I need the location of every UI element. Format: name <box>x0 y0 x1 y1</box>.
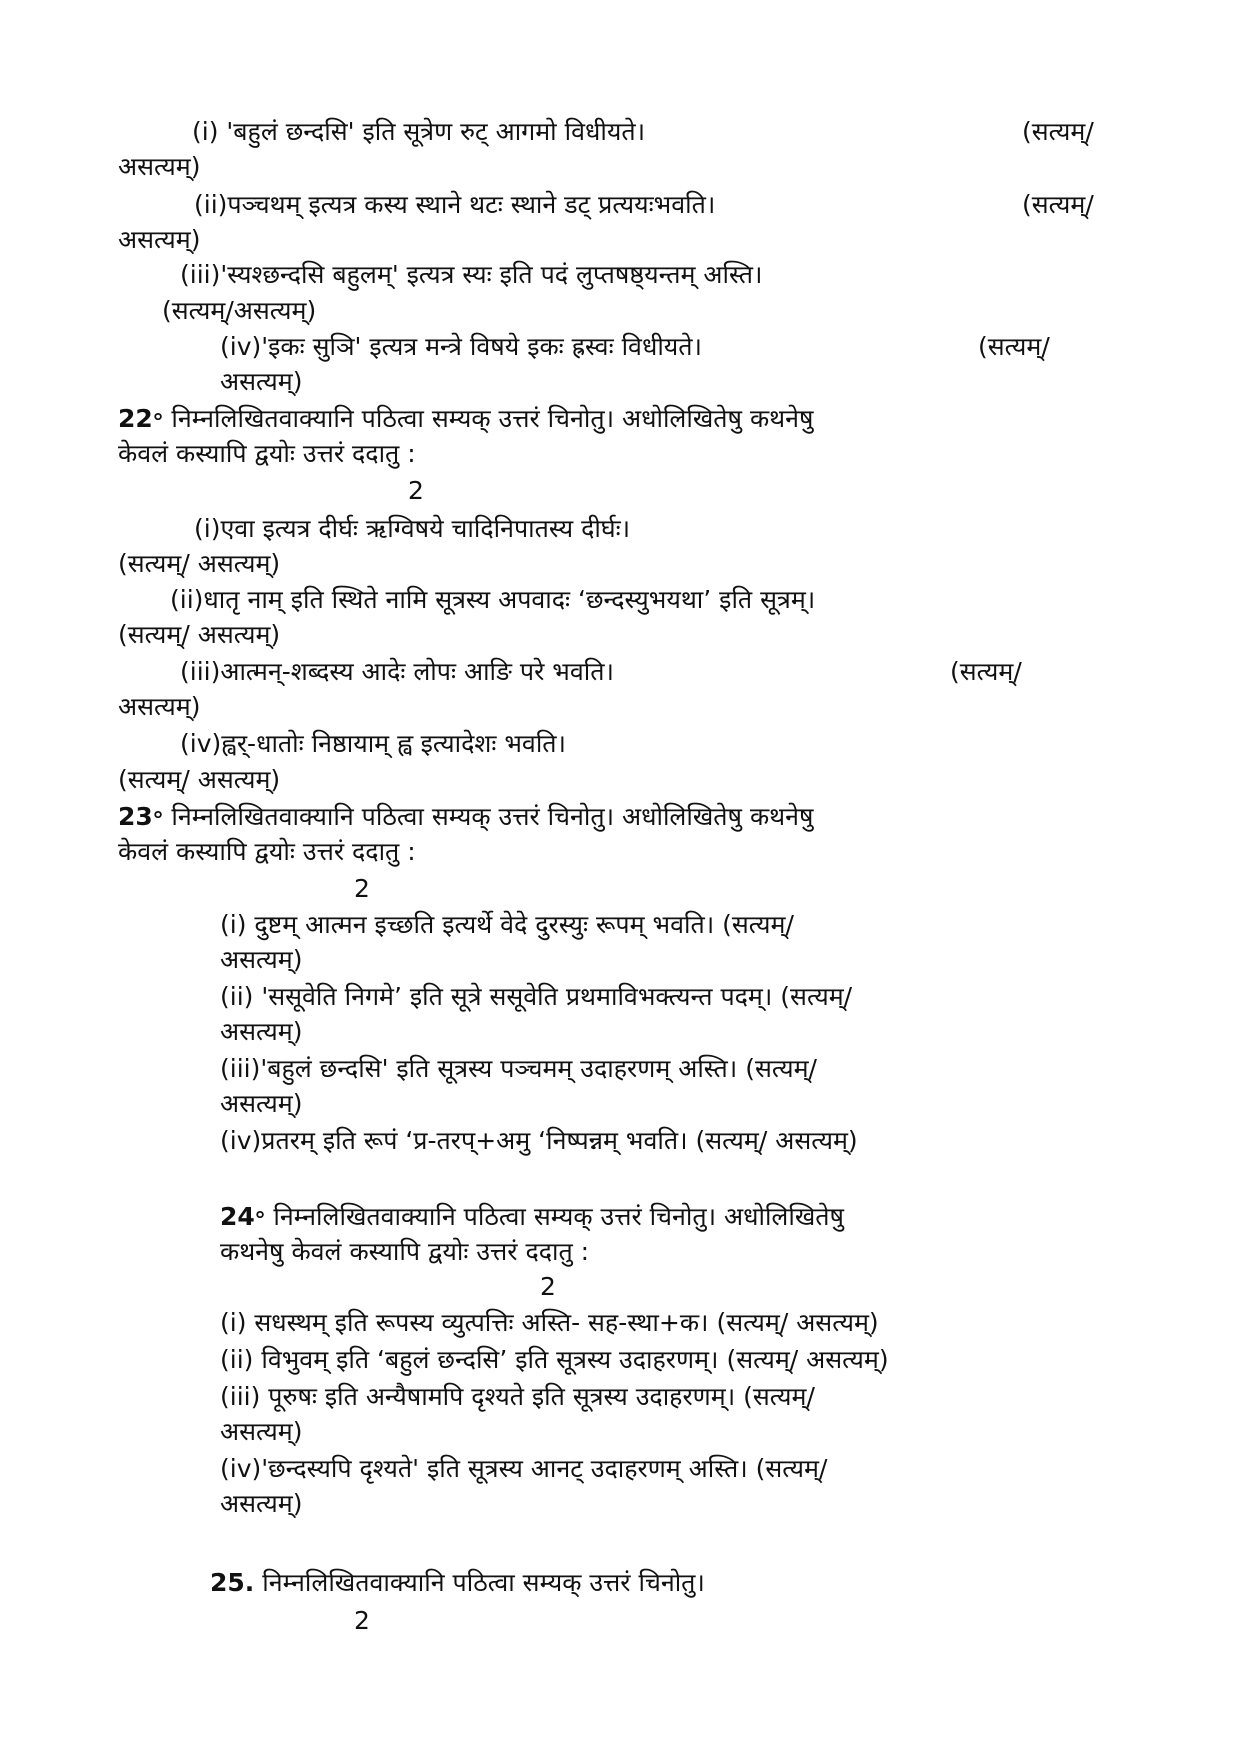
q21-ii-text: (ii)पञ्चथम् इत्यत्र कस्य स्थाने थटः स्थाने डट् प्रत्ययःभवति। <box>194 190 716 219</box>
q24-number: 24 <box>220 1202 255 1231</box>
q23-iii-option: असत्यम्) <box>220 1089 303 1118</box>
q22-ii-option: (सत्यम्/ असत्यम्) <box>118 620 281 649</box>
q21-ii-option-a: (सत्यम्/ <box>1022 190 1094 219</box>
q24-instruction-line2: कथनेषु केवलं कस्यापि द्वयोः उत्तरं ददातु : <box>220 1237 590 1266</box>
q23-i-option: असत्यम्) <box>220 945 303 974</box>
q24-heading <box>220 1200 844 1234</box>
q22-heading <box>118 402 813 436</box>
q24-i-text: (i) सधस्थम् इति रूपस्य व्युत्पत्तिः अस्ति- सह-स्था+क। (सत्यम्/ असत्यम्) <box>220 1308 879 1337</box>
q22-instruction-line2: केवलं कस्यापि द्वयोः उत्तरं ददातु : <box>118 439 416 468</box>
q25-marks: 2 <box>354 1606 370 1635</box>
q24-iv-text: (iv)'छन्दस्यपि दृश्यते' इति सूत्रस्य आनट् उदाहरणम् अस्ति। (सत्यम्/ <box>220 1454 828 1483</box>
q24-ii-text: (ii) विभुवम् इति ‘बहुलं छन्दसि’ इति सूत्रस्य उदाहरणम्। (सत्यम्/ असत्यम्) <box>220 1345 889 1374</box>
q21-i-option-a: (सत्यम्/ <box>1022 117 1094 146</box>
q24-iii-text: (iii) पूरुषः इति अन्यैषामपि दृश्यते इति सूत्रस्य उदाहरणम्। (सत्यम्/ <box>220 1382 815 1411</box>
q21-iii-option: (सत्यम्/असत्यम्) <box>162 296 317 325</box>
q22-i-option: (सत्यम्/ असत्यम्) <box>118 549 281 578</box>
q24-iii-option: असत्यम्) <box>220 1417 303 1446</box>
q22-marks: 2 <box>408 476 424 505</box>
q22-i-text: (i)एवा इत्यत्र दीर्घः ऋग्विषये चादिनिपातस्य दीर्घः। <box>194 514 631 543</box>
q23-number: 23 <box>118 802 153 831</box>
q25-instruction: निम्नलिखितवाक्यानि पठित्वा सम्यक् उत्तरं चिनोतु। <box>254 1568 705 1597</box>
q22-iii-option-b: असत्यम्) <box>118 692 201 721</box>
q21-ii-option-b: असत्यम्) <box>118 225 201 254</box>
q23-ii-option: असत्यम्) <box>220 1017 303 1046</box>
q23-i-text: (i) दुष्टम् आत्मन इच्छति इत्यर्थे वेदे दुरस्युः रूपम् भवति। (सत्यम्/ <box>220 910 794 939</box>
q21-i-text: (i) 'बहुलं छन्दसि' इति सूत्रेण रुट् आगमो विधीयते। <box>192 117 646 146</box>
q23-instruction-line2: केवलं कस्यापि द्वयोः उत्तरं ददातु : <box>118 837 416 866</box>
q22-iv-option: (सत्यम्/ असत्यम्) <box>118 765 281 794</box>
q21-iv-option-b: असत्यम्) <box>220 367 303 396</box>
q22-separator: ॰ <box>152 404 164 433</box>
q25-number: 25. <box>210 1568 255 1597</box>
q22-number: 22 <box>118 404 153 433</box>
q24-instruction: निम्नलिखितवाक्यानि पठित्वा सम्यक् उत्तरं चिनोतु। अधोलिखितेषु <box>265 1202 845 1231</box>
q23-instruction: निम्नलिखितवाक्यानि पठित्वा सम्यक् उत्तरं चिनोतु। अधोलिखितेषु कथनेषु <box>163 802 814 831</box>
q24-marks: 2 <box>540 1272 556 1301</box>
q22-iii-option-a: (सत्यम्/ <box>950 657 1022 686</box>
q21-iv-text: (iv)'इकः सुञि' इत्यत्र मन्त्रे विषये इकः ह्रस्वः विधीयते। <box>220 332 703 361</box>
q25-heading <box>210 1566 705 1600</box>
q22-iv-text: (iv)ह्वर्-धातोः निष्ठायाम् ह्व इत्यादेशः भवति। <box>180 729 567 758</box>
q23-heading <box>118 800 813 834</box>
q21-iv-option-a: (सत्यम्/ <box>978 332 1050 361</box>
q22-ii-text: (ii)धातृ नाम् इति स्थिते नामि सूत्रस्य अपवादः ‘छन्दस्युभयथा’ इति सूत्रम्। <box>170 585 816 614</box>
q24-separator: ॰ <box>254 1202 266 1231</box>
q23-iv-text: (iv)प्रतरम् इति रूपं ‘प्र-तरप्+अमु ‘निष्पन्नम् भवति। (सत्यम्/ असत्यम्) <box>220 1126 858 1155</box>
q23-separator: ॰ <box>152 802 164 831</box>
q23-marks: 2 <box>354 874 370 903</box>
q21-iii-text: (iii)'स्यश्छन्दसि बहुलम्' इत्यत्र स्यः इति पदं लुप्तषष्ठ्यन्तम् अस्ति। <box>180 260 763 289</box>
q23-iii-text: (iii)'बहुलं छन्दसि' इति सूत्रस्य पञ्चमम् उदाहरणम् अस्ति। (सत्यम्/ <box>220 1054 817 1083</box>
q22-iii-text: (iii)आत्मन्-शब्दस्य आदेः लोपः आङि परे भवति। <box>180 657 614 686</box>
q23-ii-text: (ii) 'ससूवेति निगमे’ इति सूत्रे ससूवेति प्रथमाविभक्त्यन्त पदम्। (सत्यम्/ <box>220 982 853 1011</box>
q24-iv-option: असत्यम्) <box>220 1489 303 1518</box>
q21-i-option-b: असत्यम्) <box>118 152 201 181</box>
q22-instruction: निम्नलिखितवाक्यानि पठित्वा सम्यक् उत्तरं चिनोतु। अधोलिखितेषु कथनेषु <box>163 404 814 433</box>
